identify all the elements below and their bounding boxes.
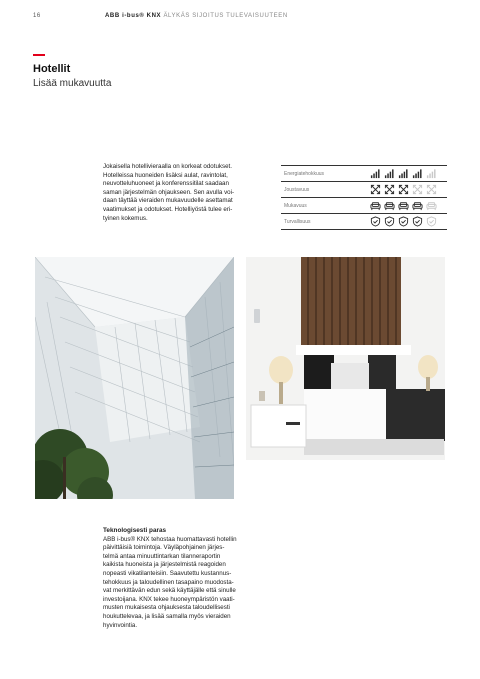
tech-paragraph: ABB i-bus® KNX tehostaa huomattavasti hotellin päivittäisiä toimintoja. Väyläpohjainen järjes- telmä antaa minuuttintarkan tilanneraportin kaikista huoneista ja järjestelmistä reagoiden nopeasti vikatilanteisiin. Saavutettu kustannus- tehokkuus ja taloudellinen tasapaino muodosta- vat merkittävän edun sekä käyttäjälle että sinulle investoijana. KNX tekee huoneympäristön vaati- musten mukaisesta ohjauksesta taloudellisesti houkuttelevaa, ja lisää samalla myös vieraiden hyvinvointia. xyxy=(103,535,237,629)
hotel-room-photo xyxy=(246,257,445,460)
intro-paragraph: Jokaisella hotellivieraalla on korkeat odotukset. Hotelleissa huoneiden lisäksi aulat, ravintolat, neuvotteluhuoneet ja konferenssitilat saadaan saman järjestelmän ohjaukseen. Sen avulla voi- daan täyttää vieraiden mukavuudelle asettamat vaatimukset ja odotukset. Hotelliyöstä tulee eri- tyinen kokemus. xyxy=(103,163,235,222)
header-brand: ABB i-bus® KNX xyxy=(105,13,162,19)
signal-bars-icon xyxy=(426,168,437,179)
sofa-icon xyxy=(370,200,381,211)
signal-bars-icon xyxy=(370,168,381,179)
rating-row xyxy=(281,166,447,182)
shield-check-icon xyxy=(384,216,395,227)
rating-row xyxy=(281,182,447,198)
signal-bars-icon xyxy=(398,168,409,179)
rating-icons xyxy=(370,200,437,211)
rating-label: Joustavuus xyxy=(284,186,310,193)
expand-arrows-icon xyxy=(398,184,409,195)
accent-bar xyxy=(33,54,45,56)
sofa-icon xyxy=(384,200,395,211)
header-subtitle: ÄLYKÄS SIJOITUS TULEVAISUUTEEN xyxy=(163,13,288,19)
signal-bars-icon xyxy=(412,168,423,179)
rating-icons xyxy=(370,168,437,179)
ratings-table xyxy=(281,165,447,230)
section-title: Hotellit xyxy=(33,63,71,75)
shield-check-icon xyxy=(370,216,381,227)
intro-text xyxy=(103,163,271,223)
section-subtitle: Lisää mukavuutta xyxy=(33,78,112,89)
sofa-icon xyxy=(398,200,409,211)
shield-check-icon xyxy=(426,216,437,227)
atrium-photo xyxy=(35,257,234,499)
expand-arrows-icon xyxy=(426,184,437,195)
signal-bars-icon xyxy=(384,168,395,179)
rating-label: Mukavuus xyxy=(284,202,307,209)
expand-arrows-icon xyxy=(370,184,381,195)
rating-row xyxy=(281,214,447,230)
page-number: 16 xyxy=(33,13,41,19)
sofa-icon xyxy=(412,200,423,211)
expand-arrows-icon xyxy=(384,184,395,195)
page-header xyxy=(33,13,288,19)
shield-check-icon xyxy=(412,216,423,227)
rating-label: Energiatehokkuus xyxy=(284,170,325,177)
rating-row xyxy=(281,198,447,214)
rating-icons xyxy=(370,216,437,227)
expand-arrows-icon xyxy=(412,184,423,195)
tech-heading: Teknologisesti paras xyxy=(103,527,167,534)
rating-icons xyxy=(370,184,437,195)
shield-check-icon xyxy=(398,216,409,227)
rating-label: Turvallisuus xyxy=(284,218,311,225)
sofa-icon xyxy=(426,200,437,211)
technology-section xyxy=(103,527,275,630)
